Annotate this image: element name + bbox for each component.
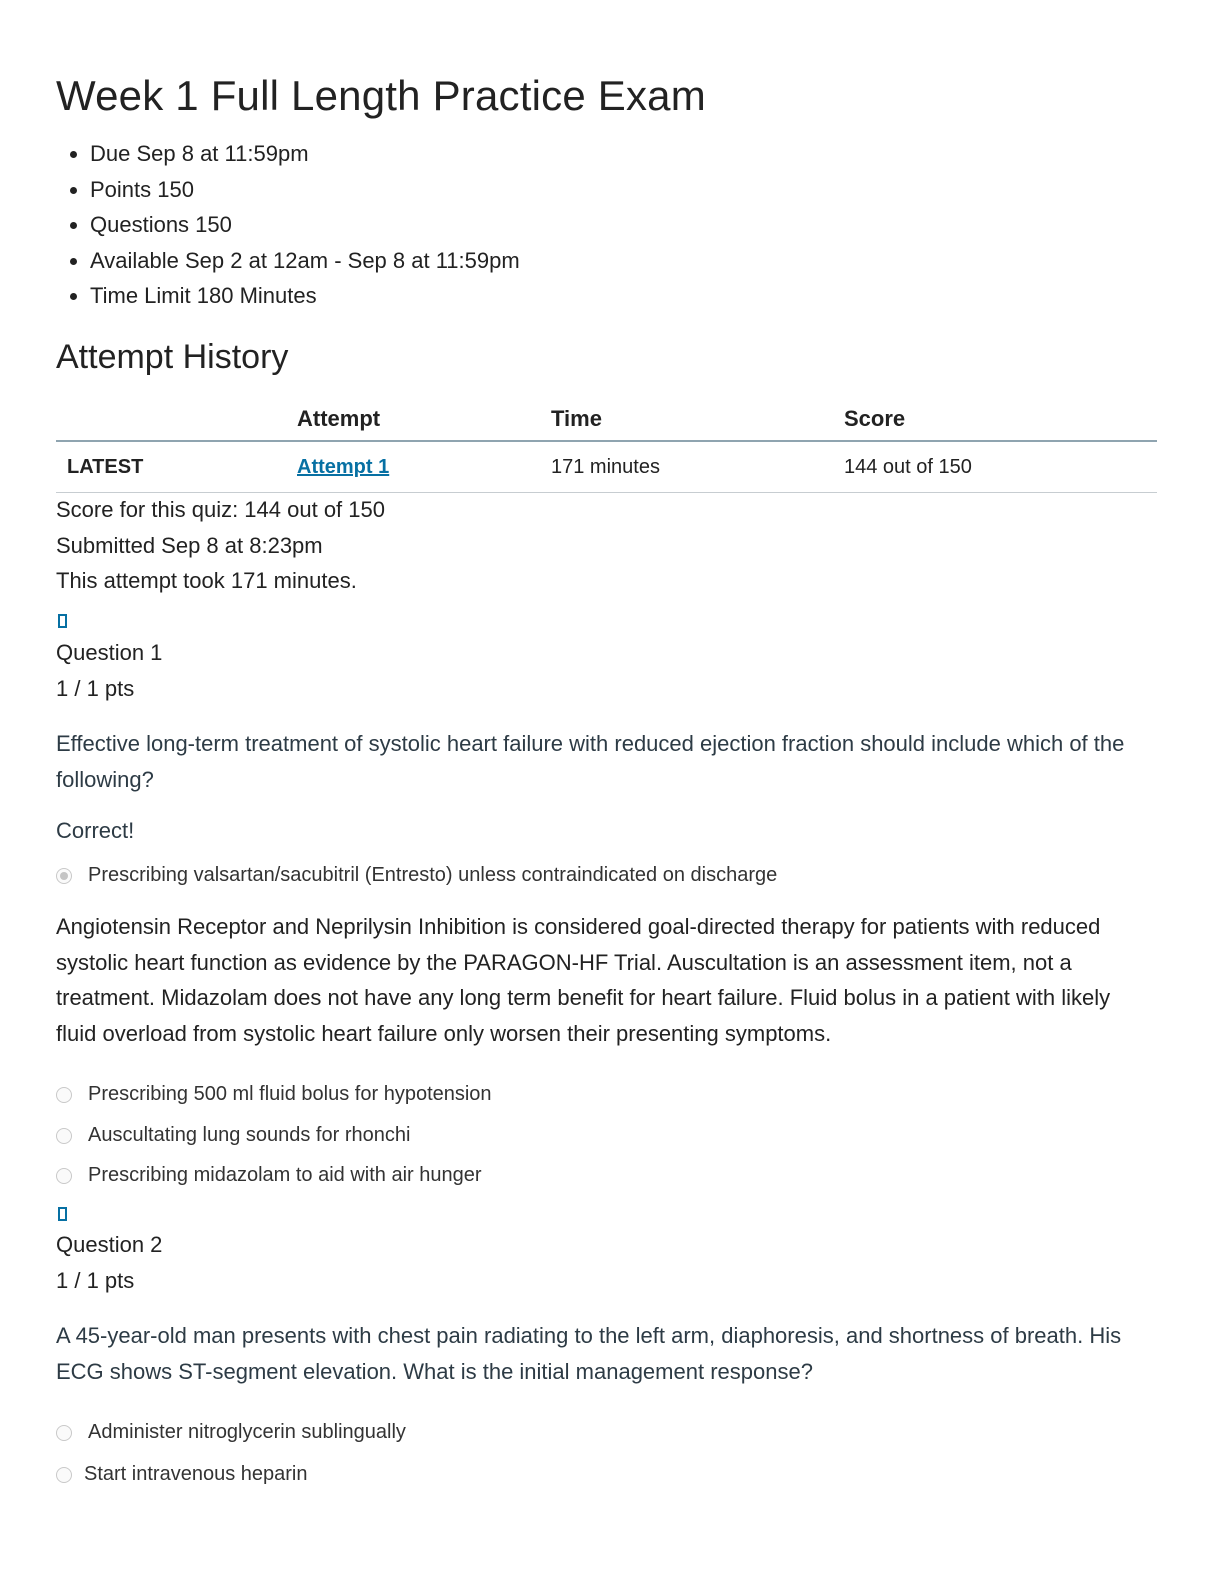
question-1 <box>56 636 1158 708</box>
attempt-duration: This attempt took 171 minutes. <box>56 568 357 593</box>
answer-label: Prescribing valsartan/sacubitril (Entresto) unless contraindicated on discharge <box>88 864 778 886</box>
answer-label: Auscultating lung sounds for rhonchi <box>88 1124 411 1146</box>
question-1-text: Effective long-term treatment of systolic heart failure with reduced ejection fraction should include which of the following? <box>56 731 1125 792</box>
question-1-label: Question 1 <box>56 640 163 665</box>
question-2-text: A 45-year-old man presents with chest pain radiating to the left arm, diaphoresis, and shortness of breath. His ECG shows ST-segment elevation. What is the initial management response? <box>56 1323 1122 1384</box>
question-2-label: Question 2 <box>56 1232 163 1257</box>
answer-label: Administer nitroglycerin sublingually <box>88 1421 406 1443</box>
quiz-score: Score for this quiz: 144 out of 150 <box>56 497 385 522</box>
answer-label: Prescribing midazolam to aid with air hunger <box>88 1164 482 1186</box>
radio-icon[interactable] <box>56 1425 72 1441</box>
column-header-attempt: Attempt <box>297 398 551 441</box>
question-2 <box>56 1228 1158 1300</box>
question-1-status: Correct! <box>56 818 135 843</box>
answer-option[interactable] <box>56 1164 482 1187</box>
flag-icon[interactable] <box>58 1207 67 1221</box>
answer-option[interactable] <box>56 1083 492 1106</box>
table-header-row <box>56 398 1157 441</box>
question-1-points: 1 / 1 pts <box>56 676 135 701</box>
table-row <box>56 441 1157 493</box>
attempt-score: 144 out of 150 <box>844 441 1157 493</box>
submitted-date: Submitted Sep 8 at 8:23pm <box>56 532 323 558</box>
availability: • Available Sep 2 at 12am - Sep 8 at 11:59pm <box>90 245 520 281</box>
question-count: • Questions 150 <box>90 209 520 245</box>
answer-option-selected[interactable] <box>56 864 777 887</box>
radio-icon[interactable] <box>56 1087 72 1103</box>
radio-icon[interactable] <box>56 1128 72 1144</box>
points: • Points 150 <box>90 174 520 210</box>
answer-label: Prescribing 500 ml fluid bolus for hypotension <box>88 1083 492 1105</box>
attempt-time: 171 minutes <box>551 441 844 493</box>
answer-option[interactable] <box>56 1463 307 1486</box>
flag-icon[interactable] <box>58 614 67 628</box>
column-header-time: Time <box>551 398 844 441</box>
answer-label: Start intravenous heparin <box>84 1463 308 1485</box>
attempt-summary <box>56 493 385 600</box>
question-1-explanation: Angiotensin Receptor and Neprilysin Inhibition is considered goal-directed therapy for patients with reduced systolic heart function as evidence by the PARAGON-HF Trial. Auscultation is an assessment item, not a treatment. Midazolam does not have any long term benefit for heart failure. Fluid bolus in a patient with likely fluid overload from systolic heart failure only worsen their presenting symptoms. <box>56 914 1111 1046</box>
radio-icon[interactable] <box>56 868 72 884</box>
attempt-history-heading: Attempt History <box>56 338 289 376</box>
question-2-points: 1 / 1 pts <box>56 1268 135 1293</box>
answer-option[interactable] <box>56 1421 406 1444</box>
due-date: • Due Sep 8 at 11:59pm <box>90 138 520 174</box>
time-limit: • Time Limit 180 Minutes <box>90 280 520 316</box>
latest-label: LATEST <box>67 455 144 478</box>
page-title: Week 1 Full Length Practice Exam <box>56 72 706 119</box>
column-header-label <box>56 398 297 441</box>
quiz-details-list <box>56 138 520 316</box>
radio-icon[interactable] <box>56 1168 72 1184</box>
column-header-score: Score <box>844 398 1157 441</box>
attempt-1-link[interactable]: Attempt 1 <box>297 455 390 478</box>
radio-icon[interactable] <box>56 1467 72 1483</box>
answer-option[interactable] <box>56 1124 410 1147</box>
attempt-history-table <box>56 398 1157 493</box>
